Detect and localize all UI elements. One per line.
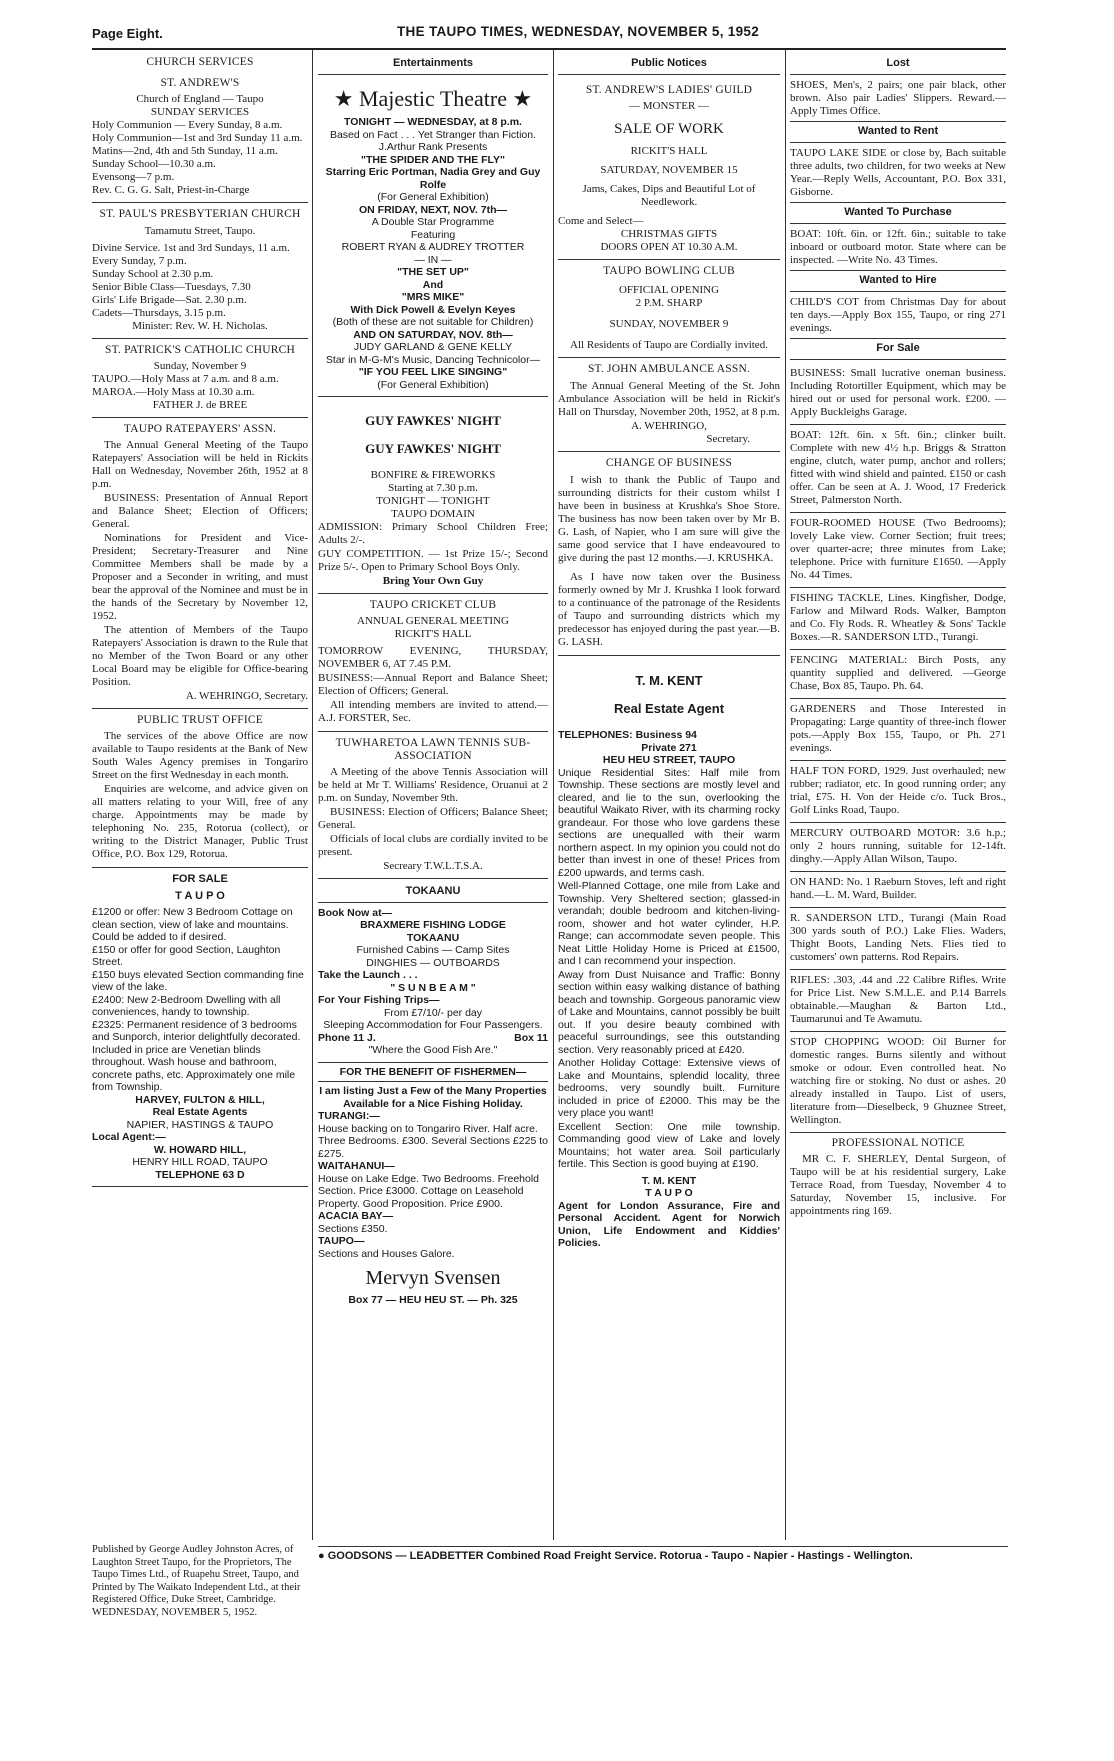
classified-item: CHILD'S COT from Christmas Day for about ten days.—Apply Box 155, Taupo, or ring 271 evenings. — [790, 296, 1006, 334]
listing-item: Another Holiday Cottage: Extensive views of Lake and Mountains, splendid locality, three bedrooms, very soundly built. Furniture included in price of £2000. This may be the very place you want! — [558, 1057, 780, 1119]
ad-line: Bring Your Own Guy — [382, 575, 484, 587]
column-3 — [558, 54, 780, 1540]
ad-line: Starting at 7.30 p.m. — [388, 482, 478, 494]
for-sale-heading: For Sale — [790, 338, 1006, 360]
ad-title: TOKAANU — [318, 882, 548, 903]
notice-paragraph: The attention of Members of the Taupo Ratepayers' Association is drawn to the Rule that no Member of the Twon Board or any other Local Board may be eligible for Office-bearing Position. — [92, 624, 308, 688]
notice-line: Sunday, November 9 — [153, 360, 247, 372]
notice-line: Minister: Rev. W. H. Nicholas. — [132, 320, 268, 332]
agent-line: NAPIER, HASTINGS & TAUPO — [126, 1118, 274, 1131]
ad-line: TOKAANU — [406, 931, 460, 944]
ad-title: GUY FAWKES' NIGHT — [365, 441, 501, 456]
listing-item: Away from Dust Nuisance and Traffic: Bonny section within easy walking distance of bathing beach and township. Gorgeous panoramic view of Lake and Mountains, cannot possibly be built out. If you desire beauty combined with peaceful surroundings, see this outstanding section. Very reasonably priced at £420. — [558, 968, 780, 1056]
notice-line: All Residents of Taupo are Cordially invited. — [570, 339, 768, 351]
column-divider — [785, 50, 786, 1540]
notice-title: ST. PAUL'S PRESBYTERIAN CHURCH — [99, 208, 301, 220]
listing-item: Well-Planned Cottage, one mile from Lake and Township. Very Sheltered section; glassed-in verandah; double bedroom and kitchen-living-room, shower and hot water cylinder, H.P. Range; can accommodate seven people. This Neat Little Holiday Home is Priced at £1500, and I can recommend your inspection. — [558, 880, 780, 967]
lost-heading: Lost — [790, 54, 1006, 75]
wanted-to-purchase-heading: Wanted To Purchase — [790, 202, 1006, 224]
ad-line: TONIGHT — TONIGHT — [376, 495, 490, 507]
wanted-to-rent-heading: Wanted to Rent — [790, 121, 1006, 143]
st-john-ambulance-notice — [558, 358, 780, 452]
notice-subtitle: T A U P O — [175, 889, 225, 902]
listing-item: £150 buys elevated Section commanding fine view of the lake. — [92, 968, 304, 993]
ad-phone: Phone 11 J. — [318, 1031, 376, 1044]
classified-item: TAUPO LAKE SIDE or close by, Bach suitable three adults, two children, for two weeks at New Year.—Reply Wells, Accountant, P.O. Box 331, Gisborne. — [790, 147, 1006, 198]
listing-item: Unique Residential Sites: Half mile from Township. These sections are mostly level and cleared, and lie to the sun, overlooking the beautiful Waikato River, with its charming rocky grandeaur. For those who love gardens these sections are unequalled with their warm northern aspect. In my opinion you could not do better than invest in one of these! Prices from £200 upwards, and terms cash. — [558, 766, 780, 879]
ad-line: (For General Exhibition) — [377, 378, 489, 391]
star-icon: ★ — [507, 86, 533, 111]
notice-paragraph: BUSINESS:—Annual Report and Balance Sheet; Election of Officers; General. — [318, 672, 548, 697]
notice-paragraph: Enquiries are welcome, and advice given on all matters relating to your Will, free of any charge. Appointments may be made by telephoning No. 235, Rotorua (collect), or writing to the District Manager, Public Trust Office, P.O. Box 129, Rotorua. — [92, 783, 308, 860]
notice-paragraph: TOMORROW EVENING, THURSDAY, NOVEMBER 6, AT 7.45 P.M. — [318, 645, 548, 670]
ad-line: And — [422, 278, 444, 291]
ad-line: Take the Launch . . . — [318, 969, 418, 981]
ad-line: BRAXMERE FISHING LODGE — [360, 919, 506, 931]
star-icon: ★ — [333, 86, 359, 111]
notice-line: Come and Select— — [558, 215, 644, 227]
professional-notice: MR C. F. SHERLEY, Dental Surgeon, of Taupo will be at his residential surgery, Lake Terrace Road, from Tuesday, November 4 to Saturday, November 15, inclusive. For appointments ring 169. — [790, 1153, 1006, 1217]
ad-line: With Dick Powell & Evelyn Keyes — [350, 303, 516, 316]
classified-item: GARDENERS and Those Interested in Propagating: Large quantity of three-inch flower pots.—Apply Box 155, Taupo, or Ph. 271 evenings. — [790, 700, 1006, 761]
notice-line: Cadets—Thursdays, 3.15 p.m. — [92, 307, 226, 319]
ad-line: Sections and Houses Galore. — [318, 1247, 455, 1260]
masthead-title: THE TAUPO TIMES, WEDNESDAY, NOVEMBER 5, 1952 — [397, 24, 760, 39]
notice-paragraph: As I have now taken over the Business formerly owned by Mr J. Krushka I look forward to a continuance of the patronage of the Residents of Taupo and surrounding districts which my predecessor has enjoyed during the past year.—B. G. LASH. — [558, 571, 780, 648]
classified-item: STOP CHOPPING WOOD: Oil Burner for domestic ranges. Burns silently and without smoke or odour. Even controlled heat. No watching fire or stoking. No dust or ashes. 20 already installed in Taupo. List of users, literature from—Dieselbeck, 9 Ghuznee Street, Wellington. — [790, 1033, 1006, 1133]
agent-line: Real Estate Agent — [613, 701, 725, 716]
notice-line: Sunday School—10.30 a.m. — [92, 158, 216, 170]
agent-line: Agent for London Assurance, Fire and Personal Accident. Agent for Norwich Union, Life Endowment and Kiddies' Policies. — [558, 1199, 780, 1249]
classified-item: BOAT: 10ft. 6in. or 12ft. 6in.; suitable to take inboard or outboard motor. State where can be inspected. —Write No. 43 Times. — [790, 228, 1006, 266]
column-divider — [553, 50, 554, 1540]
ad-line: (Both of these are not suitable for Children) — [332, 316, 534, 328]
ad-box: Box 11 — [514, 1031, 548, 1044]
ad-paragraph: ADMISSION: Primary School Children Free; Adults 2/-. — [318, 521, 548, 546]
notice-title: ST. JOHN AMBULANCE ASSN. — [587, 363, 751, 375]
notice-line: Rev. C. G. G. Salt, Priest-in-Charge — [92, 184, 250, 196]
ladies-guild-notice — [558, 79, 780, 260]
notice-line: Holy Communion—1st and 3rd Sunday 11 a.m. — [92, 132, 303, 144]
column-1 — [92, 54, 308, 1540]
ad-line: House backing on to Tongariro River. Half acre. Three Bedrooms. £300. Several Sections £225 to £275. — [318, 1122, 548, 1160]
public-trust-notice — [92, 709, 308, 868]
agent-phone: Private 271 — [641, 741, 697, 754]
ad-line: DINGHIES — OUTBOARDS — [366, 956, 500, 969]
ad-line: TURANGI:— — [318, 1110, 380, 1122]
notice-paragraph: Nominations for President and Vice-President; Secretary-Treasurer and Nine Committee Members shall be made by a Proposer and a Seconder in writing, and must bear the approval of the Nominee and must be in the hands of the Secretary by November 12, 1952. — [92, 532, 308, 622]
page-number: Page Eight. — [92, 26, 163, 41]
ad-line: For Your Fishing Trips— — [318, 994, 440, 1006]
ad-paragraph: GUY COMPETITION. — 1st Prize 15/-; Second Prize 5/-. Open to Primary School Boys Only. — [318, 548, 548, 573]
professional-notice-heading: PROFESSIONAL NOTICE — [831, 1137, 965, 1149]
agent-name: T. M. KENT — [641, 1174, 697, 1187]
wanted-to-hire-heading: Wanted to Hire — [790, 270, 1006, 292]
notice-line: Evensong—7 p.m. — [92, 171, 175, 183]
agent-line: HENRY HILL ROAD, TAUPO — [132, 1156, 268, 1168]
lawn-tennis-notice — [318, 732, 548, 879]
ad-line: JUDY GARLAND & GENE KELLY — [353, 341, 513, 353]
ad-line: TAUPO DOMAIN — [391, 508, 475, 520]
notice-line: Jams, Cakes, Dips and Beautiful Lot of Needlework. — [582, 183, 756, 208]
ad-line: WAITAHANUI— — [318, 1160, 395, 1172]
notice-title: TAUPO RATEPAYERS' ASSN. — [123, 423, 277, 435]
film-title: "THE SET UP" — [397, 266, 469, 278]
classified-item: SHOES, Men's, 2 pairs; one pair black, other brown. Also pair Ladies' Slippers. Reward.—Apply Times Office. — [790, 79, 1006, 117]
classified-item: RIFLES: .303, .44 and .22 Calibre Rifles. Write for Price List. New S.M.L.E. and P.14 Barrels obtainable.—Maughan & Barton Ltd., Taumarunui and Te Awamutu. — [790, 971, 1006, 1032]
notice-paragraph: I wish to thank the Public of Taupo and surrounding districts for their custom whilst I have been in business at Krushka's Shoe Store. The business has now been taken over by Mr B. G. Lash, of Napier, who I am sure will give the same good service that I have endeavoured to give during the past 12 months.—J. KRUSHKA. — [558, 474, 780, 564]
ad-line: ROBERT RYAN & AUDREY TROTTER — [341, 241, 525, 253]
notice-paragraph: Officials of local clubs are cordially invited to be present. — [318, 833, 548, 858]
classified-item: BUSINESS: Small lucrative oneman business. Including Rotortiller Equipment, which may be hired out or used for personal work. £200. —Apply Buckleighs Garage. — [790, 364, 1006, 425]
ratepayers-notice — [92, 418, 308, 709]
for-sale-taupo — [92, 868, 308, 1187]
ad-line: Based on Fact . . . Yet Stranger than Fiction. J.Arthur Rank Presents — [329, 128, 537, 153]
notice-paragraph: BUSINESS: Election of Officers; Balance Sheet; General. — [318, 806, 548, 831]
notice-subtitle: SALE OF WORK — [614, 121, 724, 137]
notice-paragraph: The services of the above Office are now available to Taupo residents at the Bank of New South Wales Agency premises in Tongariro Street on the first Wednesday in each month. — [92, 730, 308, 781]
notice-line: — MONSTER — — [628, 100, 710, 112]
notice-paragraph: A Meeting of the above Tennis Association will be held at Mr T. Williams' Residence, Oruanui at 2 p.m. on Sunday, November 9th. — [318, 766, 548, 804]
listing-item: £1200 or offer: New 3 Bedroom Cottage on clean section, view of lake and mountains. Could be added to if desired. — [92, 906, 293, 943]
ad-line: Sections £350. — [318, 1222, 388, 1235]
agent-address: HEU HEU STREET, TAUPO — [602, 754, 736, 766]
agent-name: HARVEY, FULTON & HILL, — [135, 1093, 265, 1106]
ad-line: TAUPO— — [318, 1235, 365, 1247]
ad-line: House on Lake Edge. Two Bedrooms. Freehold Section. Price £3000. Cottage on Leasehold Property. Good Proposition. Price £900. — [318, 1172, 540, 1210]
ad-line: (For General Exhibition) — [377, 191, 489, 203]
ad-line: I am listing Just a Few of the Many Properties Available for a Nice Fishing Holiday. — [319, 1085, 547, 1110]
ad-line: ACACIA BAY— — [318, 1210, 394, 1222]
classified-item: HALF TON FORD, 1929. Just overhauled; new rubber; radiator, etc. In good running order; any trial, £75. H. Von der Heide c/o. Tuck Bros., Golf Links Road, Taupo. — [790, 762, 1006, 823]
column-2 — [318, 54, 548, 1540]
classified-item: R. SANDERSON LTD., Turangi (Main Road 300 yards south of P.O.) Lake Flies. Waders, Thight Boots, Landing Nets. Flies tied to customers' own patterns. Rod Repairs. — [790, 909, 1006, 970]
notice-title: ST. ANDREW'S LADIES' GUILD — [585, 84, 753, 96]
notice-line: SATURDAY, NOVEMBER 15 — [600, 164, 738, 176]
st-patricks-notice — [92, 339, 308, 418]
film-title: "IF YOU FEEL LIKE SINGING" — [358, 366, 508, 378]
notice-signature: A. WEHRINGO, — [631, 420, 707, 432]
bowling-club-notice — [558, 260, 780, 358]
classified-item: FENCING MATERIAL: Birch Posts, any quantity supplied and delivered. —George Chase, Box 85, Taupo. Ph. 64. — [790, 651, 1006, 699]
entertainments-heading: Entertainments — [318, 54, 548, 75]
notice-line: Holy Communion — Every Sunday, 8 a.m. — [92, 119, 283, 131]
notice-line: Senior Bible Class—Tuesdays, 7.30 — [92, 281, 251, 293]
ad-line: From £7/10/- per day — [383, 1006, 483, 1019]
notice-subtitle: ANNUAL GENERAL MEETING — [357, 615, 509, 627]
advertiser-name: Mervyn Svensen — [365, 1267, 501, 1289]
page-header — [92, 22, 1012, 48]
notice-title: CHANGE OF BUSINESS — [605, 457, 733, 469]
ad-line: Furnished Cabins — Camp Sites — [356, 944, 510, 956]
ad-line: " S U N B E A M " — [390, 981, 476, 994]
ad-line: ON FRIDAY, NEXT, NOV. 7th— — [358, 203, 507, 216]
notice-title: PUBLIC TRUST OFFICE — [136, 714, 264, 726]
classified-item: BOAT: 12ft. 6in. x 5ft. 6in.; clinker built. Complete with new 4½ h.p. Briggs & Stratton engine, clutch, water pump, anchor and rollers; fitted with wind shield and painted. £150 or cash offer. Can be seen at A. J. Wood, 17 Frederick Street, Palmerston North. — [790, 426, 1006, 513]
notice-line: SUNDAY SERVICES — [150, 106, 250, 118]
advertiser-address: Box 77 — HEU HEU ST. — Ph. 325 — [348, 1294, 518, 1306]
notice-title: ST. ANDREW'S — [160, 77, 240, 89]
notice-line: Sunday School at 2.30 p.m. — [92, 268, 214, 280]
notice-line: SUNDAY, NOVEMBER 9 — [609, 318, 729, 330]
notice-line: DOORS OPEN AT 10.30 A.M. — [600, 241, 738, 253]
fishermen-ad — [318, 1063, 548, 1307]
ad-line: A Double Star Programme — [371, 216, 495, 228]
classified-item: FISHING TACKLE, Lines. Kingfisher, Dodge, Farlow and Milward Rods. Walker, Bampton and Co. Fly Rods. R. Wheatley & Sons' Tackle Boxes.—R. SANDERSON LTD., Turangi. — [790, 589, 1006, 650]
st-pauls-notice — [92, 203, 308, 339]
kent-real-estate-ad — [558, 656, 780, 1250]
notice-line: FATHER J. de BREE — [152, 399, 248, 411]
classified-item: MERCURY OUTBOARD MOTOR: 3.6 h.p.; only 2 hours running, suitable for 12-14ft. dinghy.—Apply Allan Wilson, Taupo. — [790, 824, 1006, 872]
notice-line: Girls' Life Brigade—Sat. 2.30 p.m. — [92, 294, 247, 306]
majestic-theatre-ad — [318, 79, 548, 397]
ad-line: Star in M-G-M's Music, Dancing Technicolor— — [325, 353, 541, 366]
ad-line: BONFIRE & FIREWORKS — [370, 469, 496, 481]
column-divider — [312, 50, 313, 1540]
notice-line: 2 P.M. SHARP — [635, 297, 703, 309]
ad-line: Sleeping Accommodation for Four Passengers. — [323, 1019, 543, 1031]
ad-title: FOR THE BENEFIT OF FISHERMEN— — [318, 1066, 548, 1083]
ad-line: — IN — — [414, 253, 452, 266]
agent-name: T. M. KENT — [635, 673, 703, 688]
notice-line: RICKIT'S HALL — [394, 628, 472, 640]
imprint-text: Published by George Audley Johnston Acres, of Laughton Street Taupo, for the Proprietors, The Taupo Times Ltd., of Ruapehu Street, Taupo, and Printed by The Waikato Independent Ltd., at their Registered Office, Duke Street, Cambridge. — [92, 1544, 301, 1605]
tokaanu-ad — [318, 879, 548, 1063]
notice-line: Divine Service. 1st and 3rd Sundays, 11 a.m. Every Sunday, 7 p.m. — [92, 242, 290, 267]
notice-signature: A. WEHRINGO, Secretary. — [185, 690, 308, 702]
ad-line: TONIGHT — WEDNESDAY, at 8 p.m. — [344, 116, 522, 128]
notice-line: OFFICIAL OPENING — [618, 284, 720, 296]
agent-phone: TELEPHONE 63 D — [155, 1168, 245, 1181]
ad-line: Book Now at— — [318, 906, 393, 919]
agent-phone: TELEPHONES: Business 94 — [558, 729, 697, 741]
notice-subtitle: Tamamutu Street, Taupo. — [144, 225, 256, 237]
notice-line: TAUPO.—Holy Mass at 7 a.m. and 8 a.m. — [92, 373, 279, 385]
agent-name: W. HOWARD HILL, — [153, 1143, 247, 1156]
listing-item: £2400: New 2-Bedroom Dwelling with all conveniences, handy to township. — [92, 993, 281, 1018]
notice-paragraph: All intending members are invited to attend.—A.J. FORSTER, Sec. — [318, 699, 548, 724]
ad-line: AND ON SATURDAY, NOV. 8th— — [353, 328, 513, 341]
classified-item: FOUR-ROOMED HOUSE (Two Bedrooms); lovely Lake view. Corner Section; fruit trees; over quarter-acre; three minutes from Lake; telephone. Price with furniture £1650. —Apply No. 44 Times. — [790, 514, 1006, 588]
imprint — [92, 1544, 308, 1619]
ad-line: Featuring — [410, 228, 456, 241]
listing-item: £2325: Permanent residence of 3 bedrooms and Sunporch, interior delightfully decorated. Included in price are Venetian blinds throughout. Wash house and bathroom, concrete paths, etc. Approximately one mile from Township. — [92, 1018, 301, 1093]
ad-title: GUY FAWKES' NIGHT — [365, 413, 501, 428]
goodsons-freight-banner: ● GOODSONS — LEADBETTER Combined Road Freight Service. Rotorua - Taupo - Napier - Hastings - Wellington. — [318, 1546, 1008, 1562]
notice-line: Church of England — Taupo — [136, 93, 264, 105]
imprint-date: WEDNESDAY, NOVEMBER 5, 1952. — [92, 1606, 258, 1618]
header-rule — [92, 48, 1006, 50]
notice-line: RICKIT'S HALL — [630, 145, 708, 157]
notice-title: TAUPO BOWLING CLUB — [603, 265, 735, 277]
film-title: "MRS MIKE" — [401, 291, 465, 303]
notice-paragraph: The Annual General Meeting of the Taupo Ratepayers' Association will be held in Rickits Hall on Wednesday, November 26th, 1952 at 8 p.m. — [92, 439, 308, 490]
notice-title: TUWHARETOA LAWN TENNIS SUB-ASSOCIATION — [335, 737, 531, 762]
theatre-name: Majestic Theatre — [358, 86, 508, 111]
classified-item: ON HAND: No. 1 Raeburn Stoves, left and right hand.—L. M. Ward, Builder. — [790, 873, 1006, 908]
notice-signature: Secretary. — [706, 433, 750, 445]
agent-line: Local Agent:— — [92, 1131, 166, 1143]
film-title: "THE SPIDER AND THE FLY" — [361, 153, 505, 166]
agent-line: Real Estate Agents — [152, 1106, 248, 1118]
ad-line: "Where the Good Fish Are." — [368, 1044, 498, 1056]
church-services-heading: CHURCH SERVICES — [146, 56, 254, 68]
listing-item: £150 or offer for good Section, Laughton Street. — [92, 943, 281, 968]
st-andrews-notice — [92, 72, 308, 203]
listing-item: Excellent Section: One mile township. Commanding good view of Lake and lovely Mountains; hot water area. Soil particularly fertile. This Section is good buying at £190. — [558, 1120, 780, 1170]
change-of-business-notice — [558, 452, 780, 656]
public-notices-heading: Public Notices — [558, 54, 780, 75]
cricket-club-notice — [318, 594, 548, 732]
notice-line: CHRISTMAS GIFTS — [620, 228, 718, 240]
ad-line: Starring Eric Portman, Nadia Grey and Guy Rolfe — [325, 166, 541, 191]
notice-paragraph: BUSINESS: Presentation of Annual Report and Balance Sheet; Election of Officers; General. — [92, 492, 308, 530]
notice-line: Matins—2nd, 4th and 5th Sunday, 11 a.m. — [92, 145, 278, 157]
notice-title: ST. PATRICK'S CATHOLIC CHURCH — [105, 344, 295, 356]
agent-line: T A U P O — [645, 1187, 693, 1199]
notice-paragraph: The Annual General Meeting of the St. John Ambulance Association will be held in Rickit's Hall on Thursday, November 20th, 1952, at 8 p.m. — [558, 380, 780, 418]
column-4 — [790, 54, 1006, 1540]
notice-signature: Secreary T.W.L.T.S.A. — [383, 860, 483, 872]
notice-title: TAUPO CRICKET CLUB — [369, 599, 497, 611]
notice-line: MAROA.—Holy Mass at 10.30 a.m. — [92, 386, 255, 398]
notice-title: FOR SALE — [172, 873, 228, 885]
guy-fawkes-ad — [318, 397, 548, 594]
